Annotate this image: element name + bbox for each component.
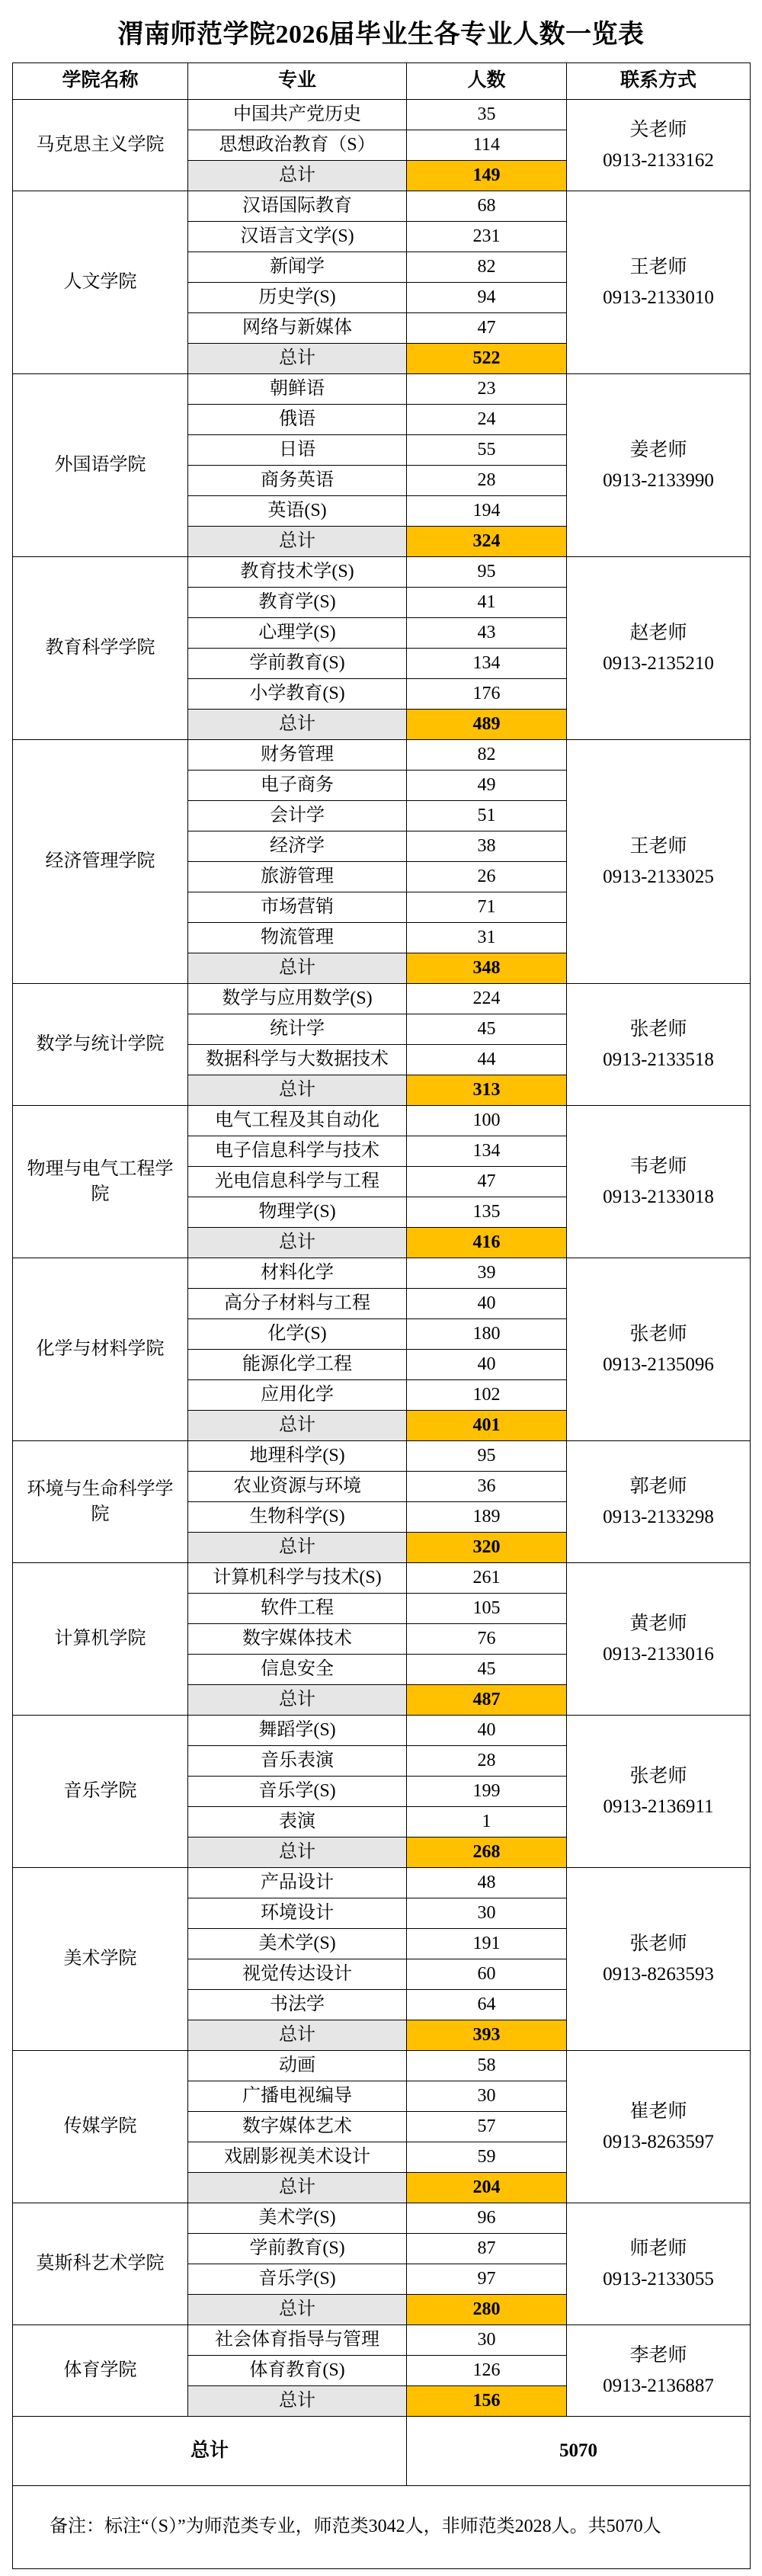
major-count-cell: 199	[407, 1777, 566, 1806]
college-total-label: 总计	[188, 1685, 406, 1715]
major-name-cell: 历史学(S)	[188, 283, 406, 312]
contact-cell	[567, 1441, 750, 1562]
contact-name: 李老师	[629, 2344, 687, 2366]
major-count-cell: 36	[407, 1472, 566, 1501]
contact-phone: 0913-2136887	[603, 2375, 714, 2396]
major-name-cell: 书法学	[188, 1990, 406, 2020]
major-name-cell: 应用化学	[188, 1380, 406, 1410]
college-name-cell: 外国语学院	[13, 374, 187, 556]
major-name-cell: 电子商务	[188, 771, 406, 800]
major-name-cell: 新闻学	[188, 252, 406, 282]
contact-name: 崔老师	[629, 2100, 687, 2122]
major-name-cell: 软件工程	[188, 1594, 406, 1623]
major-count-cell: 82	[407, 252, 566, 282]
contact-name: 张老师	[629, 1765, 687, 1786]
major-name-cell: 会计学	[188, 801, 406, 831]
college-total-label: 总计	[188, 2295, 406, 2324]
contact-cell	[567, 1868, 750, 2050]
contact-phone: 0913-2133018	[603, 1186, 714, 1207]
major-count-cell: 47	[407, 313, 566, 343]
major-name-cell: 心理学(S)	[188, 618, 406, 648]
major-count-cell: 45	[407, 1014, 566, 1044]
college-total-label: 总计	[188, 344, 406, 373]
contact-phone: 0913-8263597	[603, 2131, 714, 2152]
contact-phone: 0913-2133025	[603, 866, 714, 887]
major-count-cell: 30	[407, 2325, 566, 2355]
major-name-cell: 音乐表演	[188, 1746, 406, 1776]
contact-cell	[567, 1716, 750, 1867]
college-total-label: 总计	[188, 161, 406, 191]
college-name-cell: 音乐学院	[13, 1716, 187, 1867]
college-total-value: 487	[407, 1685, 566, 1715]
major-name-cell: 物流管理	[188, 923, 406, 953]
major-count-cell: 102	[407, 1380, 566, 1410]
major-count-cell: 39	[407, 1258, 566, 1288]
major-count-cell: 58	[407, 2051, 566, 2081]
header-college: 学院名称	[13, 63, 187, 99]
header-major: 专业	[188, 63, 406, 99]
college-name-cell: 人文学院	[13, 191, 187, 373]
major-name-cell: 思想政治教育（S）	[188, 130, 406, 160]
college-name-cell: 计算机学院	[13, 1563, 187, 1715]
major-count-cell: 60	[407, 1959, 566, 1989]
major-name-cell: 财务管理	[188, 740, 406, 770]
contact-name: 郭老师	[629, 1475, 687, 1497]
major-count-cell: 47	[407, 1167, 566, 1197]
college-total-label: 总计	[188, 1075, 406, 1105]
grand-total-label: 总计	[13, 2417, 406, 2485]
major-count-cell: 28	[407, 466, 566, 495]
contact-cell	[567, 374, 750, 556]
college-total-value: 489	[407, 710, 566, 739]
major-count-cell: 71	[407, 892, 566, 922]
contact-name: 王老师	[629, 835, 687, 857]
major-name-cell: 数学与应用数学(S)	[188, 984, 406, 1014]
contact-phone: 0913-2133298	[603, 1506, 714, 1527]
major-count-cell: 59	[407, 2142, 566, 2172]
major-count-cell: 1	[407, 1807, 566, 1837]
major-count-cell: 134	[407, 1136, 566, 1166]
college-name-cell: 莫斯科艺术学院	[13, 2203, 187, 2324]
contact-cell	[567, 557, 750, 739]
major-name-cell: 电气工程及其自动化	[188, 1106, 406, 1136]
major-name-cell: 数据科学与大数据技术	[188, 1045, 406, 1075]
contact-cell	[567, 984, 750, 1105]
college-name-cell: 教育科学学院	[13, 557, 187, 739]
major-name-cell: 生物科学(S)	[188, 1502, 406, 1532]
contact-phone: 0913-2133010	[603, 287, 714, 308]
contact-cell	[567, 100, 750, 191]
college-total-label: 总计	[188, 2173, 406, 2203]
major-name-cell: 广播电视编导	[188, 2081, 406, 2111]
major-name-cell: 朝鲜语	[188, 374, 406, 404]
major-count-cell: 35	[407, 100, 566, 130]
major-count-cell: 180	[407, 1319, 566, 1349]
major-name-cell: 社会体育指导与管理	[188, 2325, 406, 2355]
major-count-cell: 40	[407, 1350, 566, 1379]
major-count-cell: 114	[407, 130, 566, 160]
contact-cell	[567, 191, 750, 373]
contact-name: 姜老师	[629, 439, 687, 460]
major-name-cell: 英语(S)	[188, 496, 406, 526]
major-count-cell: 57	[407, 2112, 566, 2142]
college-name-cell: 环境与生命科学学院	[13, 1441, 187, 1562]
major-name-cell: 物理学(S)	[188, 1197, 406, 1227]
major-count-cell: 189	[407, 1502, 566, 1532]
major-name-cell: 小学教育(S)	[188, 679, 406, 709]
college-total-value: 324	[407, 527, 566, 556]
major-name-cell: 日语	[188, 435, 406, 465]
note-text: 备注：标注“（S）”为师范类专业，师范类3042人，非师范类2028人。共5070人	[13, 2486, 750, 2568]
major-count-cell: 49	[407, 771, 566, 800]
major-count-cell: 95	[407, 1441, 566, 1471]
major-name-cell: 动画	[188, 2051, 406, 2081]
major-name-cell: 学前教育(S)	[188, 649, 406, 678]
college-total-value: 401	[407, 1411, 566, 1440]
college-name-cell: 马克思主义学院	[13, 100, 187, 191]
college-name-cell: 传媒学院	[13, 2051, 187, 2203]
contact-name: 黄老师	[629, 1613, 687, 1634]
college-name-cell: 体育学院	[13, 2325, 187, 2416]
major-name-cell: 能源化学工程	[188, 1350, 406, 1379]
contact-name: 韦老师	[629, 1155, 687, 1177]
college-total-value: 204	[407, 2173, 566, 2203]
major-count-cell: 224	[407, 984, 566, 1014]
contact-phone: 0913-2133016	[603, 1643, 714, 1664]
major-name-cell: 网络与新媒体	[188, 313, 406, 343]
major-name-cell: 市场营销	[188, 892, 406, 922]
major-name-cell: 电子信息科学与技术	[188, 1136, 406, 1166]
college-total-label: 总计	[188, 1228, 406, 1258]
page-title: 渭南师范学院2026届毕业生各专业人数一览表	[117, 20, 645, 49]
major-name-cell: 教育学(S)	[188, 588, 406, 617]
contact-cell	[567, 2051, 750, 2203]
major-name-cell: 地理科学(S)	[188, 1441, 406, 1471]
major-name-cell: 美术学(S)	[188, 2203, 406, 2233]
major-count-cell: 28	[407, 1746, 566, 1776]
college-total-label: 总计	[188, 527, 406, 556]
major-name-cell: 视觉传达设计	[188, 1959, 406, 1989]
contact-cell	[567, 1258, 750, 1440]
college-name-cell: 数学与统计学院	[13, 984, 187, 1105]
contact-name: 赵老师	[629, 622, 687, 643]
contact-name: 师老师	[629, 2238, 687, 2259]
major-name-cell: 中国共产党历史	[188, 100, 406, 130]
college-total-value: 416	[407, 1228, 566, 1258]
major-count-cell: 100	[407, 1106, 566, 1136]
major-count-cell: 26	[407, 862, 566, 892]
college-total-label: 总计	[188, 1533, 406, 1562]
college-total-label: 总计	[188, 2020, 406, 2050]
major-name-cell: 材料化学	[188, 1258, 406, 1288]
contact-phone: 0913-2133162	[603, 149, 714, 171]
contact-cell	[567, 740, 750, 983]
college-name-cell: 物理与电气工程学院	[13, 1106, 187, 1258]
enrollment-table	[12, 62, 751, 2569]
college-total-value: 149	[407, 161, 566, 191]
major-count-cell: 68	[407, 191, 566, 221]
major-name-cell: 汉语国际教育	[188, 191, 406, 221]
major-count-cell: 44	[407, 1045, 566, 1075]
major-count-cell: 48	[407, 1868, 566, 1898]
major-name-cell: 数字媒体技术	[188, 1624, 406, 1654]
major-count-cell: 31	[407, 923, 566, 953]
major-name-cell: 舞蹈学(S)	[188, 1716, 406, 1745]
contact-phone: 0913-8263593	[603, 1963, 714, 1985]
header-contact: 联系方式	[567, 63, 750, 99]
contact-name: 张老师	[629, 1018, 687, 1040]
contact-phone: 0913-2133055	[603, 2268, 714, 2289]
college-total-label: 总计	[188, 953, 406, 983]
major-count-cell: 94	[407, 283, 566, 312]
major-count-cell: 95	[407, 557, 566, 587]
major-name-cell: 数字媒体艺术	[188, 2112, 406, 2142]
major-count-cell: 64	[407, 1990, 566, 2020]
contact-phone: 0913-2133990	[603, 469, 714, 491]
major-count-cell: 134	[407, 649, 566, 678]
major-count-cell: 40	[407, 1716, 566, 1745]
major-count-cell: 43	[407, 618, 566, 648]
major-name-cell: 旅游管理	[188, 862, 406, 892]
college-total-label: 总计	[188, 710, 406, 739]
major-count-cell: 87	[407, 2234, 566, 2264]
college-total-label: 总计	[188, 2386, 406, 2416]
major-name-cell: 农业资源与环境	[188, 1472, 406, 1501]
grand-total-value: 5070	[407, 2417, 750, 2485]
major-name-cell: 统计学	[188, 1014, 406, 1044]
major-name-cell: 音乐学(S)	[188, 2264, 406, 2294]
major-name-cell: 戏剧影视美术设计	[188, 2142, 406, 2172]
contact-cell	[567, 2203, 750, 2324]
major-count-cell: 261	[407, 1563, 566, 1593]
major-count-cell: 76	[407, 1624, 566, 1654]
contact-cell	[567, 2325, 750, 2416]
major-name-cell: 教育技术学(S)	[188, 557, 406, 587]
major-count-cell: 23	[407, 374, 566, 404]
contact-phone: 0913-2133518	[603, 1049, 714, 1070]
college-total-value: 268	[407, 1837, 566, 1867]
college-total-label: 总计	[188, 1411, 406, 1440]
major-count-cell: 38	[407, 831, 566, 861]
major-name-cell: 学前教育(S)	[188, 2234, 406, 2264]
major-count-cell: 97	[407, 2264, 566, 2294]
major-name-cell: 产品设计	[188, 1868, 406, 1898]
contact-phone: 0913-2135210	[603, 652, 714, 674]
college-total-value: 156	[407, 2386, 566, 2416]
contact-name: 张老师	[629, 1933, 687, 1954]
contact-name: 王老师	[629, 256, 687, 277]
college-total-value: 313	[407, 1075, 566, 1105]
major-count-cell: 40	[407, 1289, 566, 1318]
college-total-value: 320	[407, 1533, 566, 1562]
major-count-cell: 24	[407, 405, 566, 434]
major-count-cell: 194	[407, 496, 566, 526]
contact-cell	[567, 1106, 750, 1258]
major-name-cell: 环境设计	[188, 1898, 406, 1928]
contact-phone: 0913-2135096	[603, 1354, 714, 1375]
major-name-cell: 俄语	[188, 405, 406, 434]
college-name-cell: 化学与材料学院	[13, 1258, 187, 1440]
major-name-cell: 音乐学(S)	[188, 1777, 406, 1806]
major-count-cell: 105	[407, 1594, 566, 1623]
major-name-cell: 光电信息科学与工程	[188, 1167, 406, 1197]
contact-name: 张老师	[629, 1323, 687, 1344]
major-name-cell: 汉语言文学(S)	[188, 222, 406, 252]
contact-name: 关老师	[629, 119, 687, 140]
major-count-cell: 135	[407, 1197, 566, 1227]
major-count-cell: 191	[407, 1929, 566, 1959]
major-name-cell: 信息安全	[188, 1655, 406, 1684]
college-total-value: 348	[407, 953, 566, 983]
contact-phone: 0913-2136911	[603, 1796, 714, 1817]
major-count-cell: 126	[407, 2356, 566, 2385]
major-count-cell: 96	[407, 2203, 566, 2233]
college-total-value: 522	[407, 344, 566, 373]
contact-cell	[567, 1563, 750, 1715]
college-total-value: 393	[407, 2020, 566, 2050]
major-count-cell: 82	[407, 740, 566, 770]
major-name-cell: 经济学	[188, 831, 406, 861]
major-count-cell: 55	[407, 435, 566, 465]
major-name-cell: 商务英语	[188, 466, 406, 495]
college-total-value: 280	[407, 2295, 566, 2324]
college-name-cell: 美术学院	[13, 1868, 187, 2050]
major-name-cell: 化学(S)	[188, 1319, 406, 1349]
major-count-cell: 45	[407, 1655, 566, 1684]
major-count-cell: 30	[407, 2081, 566, 2111]
major-name-cell: 计算机科学与技术(S)	[188, 1563, 406, 1593]
major-count-cell: 231	[407, 222, 566, 252]
header-count: 人数	[407, 63, 566, 99]
major-count-cell: 30	[407, 1898, 566, 1928]
major-name-cell: 高分子材料与工程	[188, 1289, 406, 1318]
major-count-cell: 176	[407, 679, 566, 709]
major-name-cell: 美术学(S)	[188, 1929, 406, 1959]
college-total-label: 总计	[188, 1837, 406, 1867]
major-count-cell: 41	[407, 588, 566, 617]
college-name-cell: 经济管理学院	[13, 740, 187, 983]
major-count-cell: 51	[407, 801, 566, 831]
major-name-cell: 表演	[188, 1807, 406, 1837]
major-name-cell: 体育教育(S)	[188, 2356, 406, 2385]
